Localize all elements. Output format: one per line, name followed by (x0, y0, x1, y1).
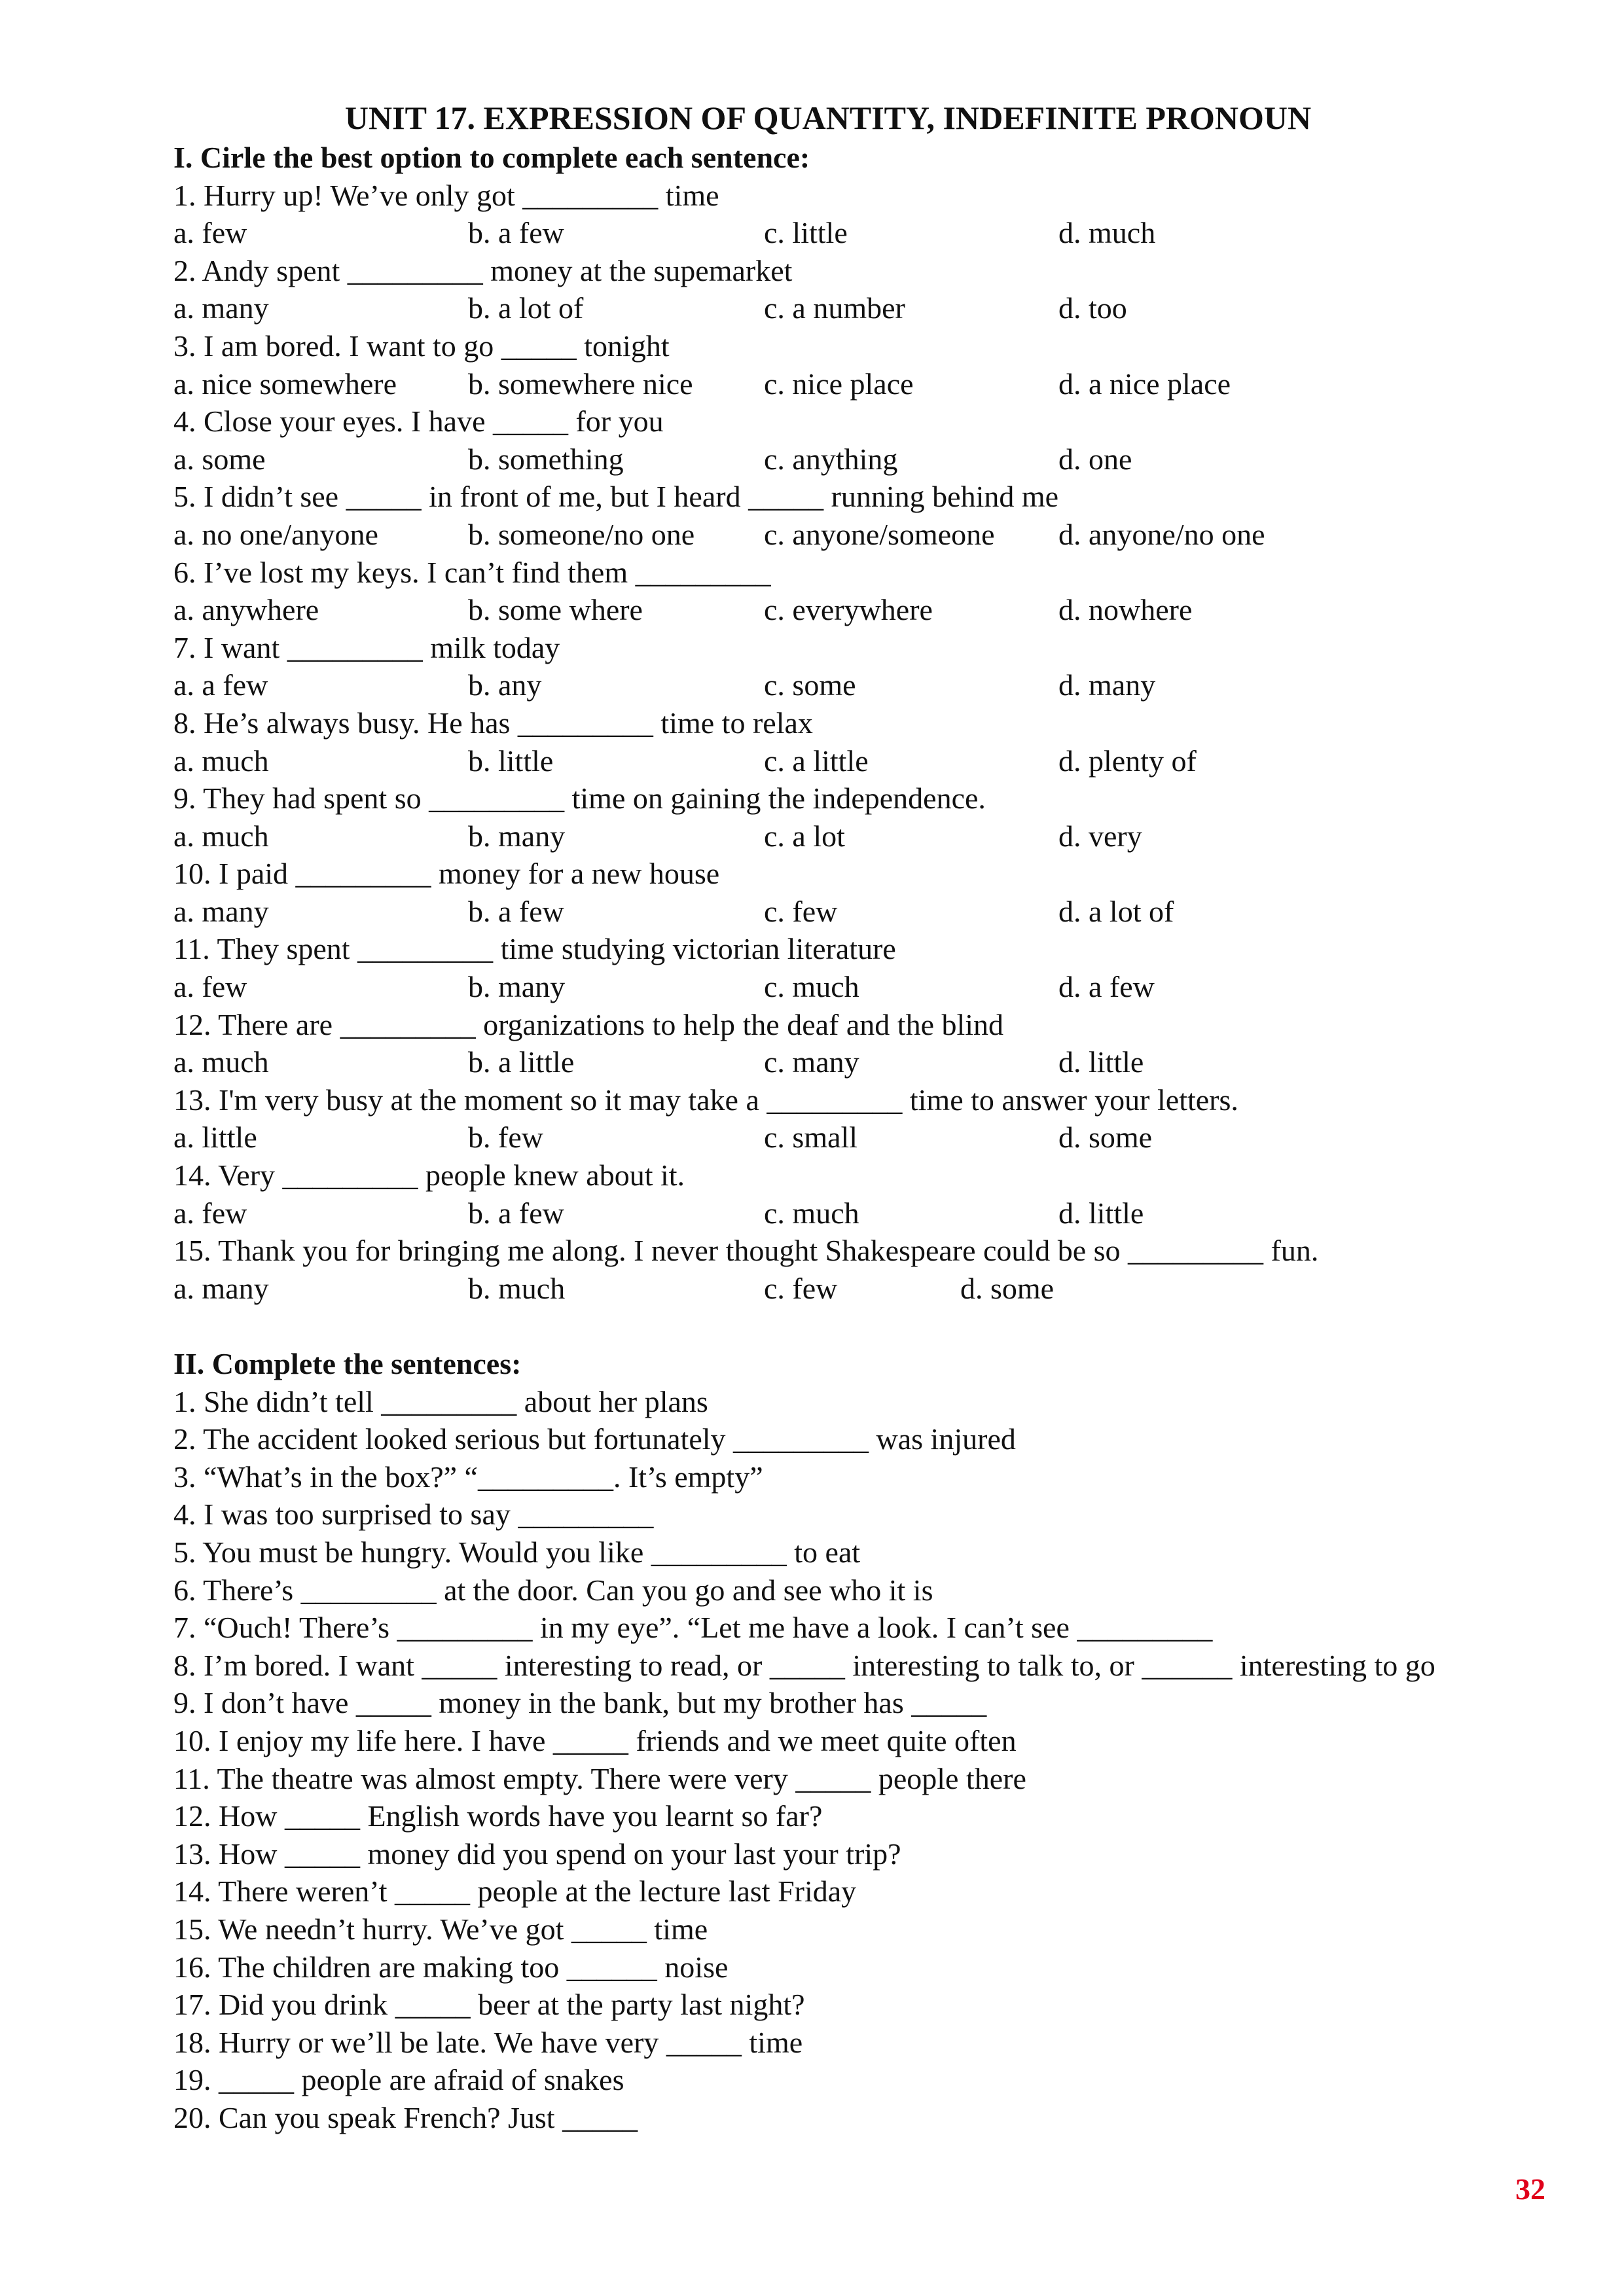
option-d[interactable]: d. plenty of (1058, 744, 1197, 778)
answer-options (173, 516, 1587, 554)
option-c[interactable]: c. few (764, 1271, 838, 1305)
option-a[interactable]: a. few (173, 970, 247, 1004)
option-a[interactable]: a. no one/anyone (173, 517, 378, 551)
question-text: 10. I paid _________ money for a new house (173, 857, 720, 891)
section-1-heading: I. Cirle the best option to complete each sentence: (173, 141, 810, 174)
answer-options (173, 1270, 1587, 1308)
question-text: 11. They spent _________ time studying victorian literature (173, 932, 896, 966)
sentence: 7. “Ouch! There’s _________ in my eye”. “Let me have a look. I can’t see _________ (173, 1611, 1213, 1645)
question-text: 15. Thank you for bringing me along. I never thought Shakespeare could be so _________ fun. (173, 1234, 1319, 1268)
question-text: 4. Close your eyes. I have _____ for you (173, 404, 664, 439)
option-a[interactable]: a. much (173, 819, 269, 853)
answer-options (173, 893, 1587, 931)
page-title: UNIT 17. EXPRESSION OF QUANTITY, INDEFINITE PRONOUN (344, 99, 1312, 136)
option-d[interactable]: d. one (1058, 442, 1132, 476)
option-d[interactable]: d. little (1058, 1045, 1144, 1079)
option-d[interactable]: d. a nice place (1058, 367, 1231, 401)
option-b[interactable]: b. a lot of (468, 291, 584, 325)
sentence: 10. I enjoy my life here. I have _____ friends and we meet quite often (173, 1723, 1017, 1757)
option-d[interactable]: d. a few (1058, 970, 1155, 1004)
worksheet-page (173, 97, 1587, 2136)
answer-options (173, 289, 1587, 327)
option-b[interactable]: b. some where (468, 593, 643, 627)
question-text: 6. I’ve lost my keys. I can’t find them _________ (173, 555, 771, 589)
sentence: 20. Can you speak French? Just _____ (173, 2100, 638, 2134)
sentence: 11. The theatre was almost empty. There were very _____ people there (173, 1761, 1026, 1795)
sentence: 17. Did you drink _____ beer at the party last night? (173, 1988, 805, 2022)
section-spacer (173, 1307, 1587, 1345)
sentence: 6. There’s _________ at the door. Can you go and see who it is (173, 1573, 933, 1607)
answer-options (173, 742, 1587, 780)
answer-options (173, 591, 1587, 629)
answer-options (173, 666, 1587, 704)
answer-options (173, 440, 1587, 478)
option-b[interactable]: b. much (468, 1271, 566, 1305)
option-b[interactable]: b. a little (468, 1045, 575, 1079)
option-d[interactable]: d. a lot of (1058, 894, 1174, 928)
option-a[interactable]: a. few (173, 216, 247, 250)
option-b[interactable]: b. little (468, 744, 554, 778)
sentence: 18. Hurry or we’ll be late. We have very _____ time (173, 2025, 803, 2059)
option-a[interactable]: a. few (173, 1196, 247, 1230)
option-a[interactable]: a. anywhere (173, 593, 319, 627)
sentence: 9. I don’t have _____ money in the bank, but my brother has _____ (173, 1686, 987, 1720)
option-c[interactable]: c. anyone/someone (764, 517, 995, 551)
section-1-questions (173, 177, 1587, 1308)
option-b[interactable]: b. a few (468, 216, 564, 250)
question-text: 5. I didn’t see _____ in front of me, but I heard _____ running behind me (173, 480, 1059, 514)
section-2-sentences (173, 1383, 1587, 2137)
option-c[interactable]: c. much (764, 1196, 859, 1230)
question-text: 2. Andy spent _________ money at the supemarket (173, 253, 793, 287)
option-d[interactable]: d. many (1058, 668, 1156, 702)
page-number: 32 (1515, 2172, 1545, 2206)
option-d[interactable]: d. too (1058, 291, 1127, 325)
option-a[interactable]: a. many (173, 291, 269, 325)
question-text: 7. I want _________ milk today (173, 630, 560, 664)
sentence: 4. I was too surprised to say _________ (173, 1498, 654, 1532)
option-c[interactable]: c. little (764, 216, 848, 250)
option-c[interactable]: c. a little (764, 744, 869, 778)
option-b[interactable]: b. something (468, 442, 624, 476)
question-text: 1. Hurry up! We’ve only got _________ time (173, 178, 719, 212)
option-b[interactable]: b. somewhere nice (468, 367, 693, 401)
sentence: 5. You must be hungry. Would you like _________ to eat (173, 1535, 861, 1569)
option-c[interactable]: c. everywhere (764, 593, 933, 627)
option-a[interactable]: a. a few (173, 668, 268, 702)
answer-options (173, 1043, 1587, 1081)
option-b[interactable]: b. few (468, 1121, 543, 1155)
option-c[interactable]: c. few (764, 894, 838, 928)
option-c[interactable]: c. a number (764, 291, 905, 325)
question-text: 8. He’s always busy. He has _________ time to relax (173, 706, 813, 740)
option-d[interactable]: d. very (1058, 819, 1142, 853)
question-text: 3. I am bored. I want to go _____ tonight (173, 329, 670, 363)
option-c[interactable]: c. nice place (764, 367, 914, 401)
answer-options (173, 968, 1587, 1006)
answer-options (173, 817, 1587, 855)
question-text: 12. There are _________ organizations to help the deaf and the blind (173, 1007, 1004, 1041)
option-a[interactable]: a. many (173, 1271, 269, 1305)
option-a[interactable]: a. some (173, 442, 266, 476)
option-b[interactable]: b. many (468, 970, 566, 1004)
option-a[interactable]: a. nice somewhere (173, 367, 397, 401)
sentence: 8. I’m bored. I want _____ interesting to read, or _____ interesting to talk to, or ______ interesting to go (173, 1648, 1435, 1682)
answer-options (173, 214, 1587, 252)
option-c[interactable]: c. a lot (764, 819, 845, 853)
option-b[interactable]: b. a few (468, 1196, 564, 1230)
sentence: 3. “What’s in the box?” “_________. It’s empty” (173, 1460, 763, 1494)
answer-options (173, 1194, 1587, 1232)
option-d[interactable]: d. some (960, 1271, 1055, 1305)
sentence: 13. How _____ money did you spend on your last your trip? (173, 1837, 901, 1871)
option-d[interactable]: d. nowhere (1058, 593, 1193, 627)
option-c[interactable]: c. some (764, 668, 856, 702)
question-text: 13. I'm very busy at the moment so it may take a _________ time to answer your letters. (173, 1083, 1238, 1117)
answer-options (173, 365, 1587, 403)
option-d[interactable]: d. anyone/no one (1058, 517, 1265, 551)
sentence: 16. The children are making too ______ noise (173, 1950, 729, 1984)
option-b[interactable]: b. many (468, 819, 566, 853)
sentence: 1. She didn’t tell _________ about her plans (173, 1384, 708, 1418)
option-c[interactable]: c. much (764, 970, 859, 1004)
option-a[interactable]: a. many (173, 894, 269, 928)
option-a[interactable]: a. much (173, 744, 269, 778)
sentence: 15. We needn’t hurry. We’ve got _____ time (173, 1912, 708, 1946)
option-c[interactable]: c. many (764, 1045, 859, 1079)
section-2-heading: II. Complete the sentences: (173, 1347, 522, 1380)
option-c[interactable]: c. anything (764, 442, 898, 476)
option-c[interactable]: c. small (764, 1121, 858, 1155)
option-a[interactable]: a. much (173, 1045, 269, 1079)
option-b[interactable]: b. someone/no one (468, 517, 695, 551)
option-d[interactable]: d. some (1058, 1121, 1153, 1155)
sentence: 19. _____ people are afraid of snakes (173, 2063, 624, 2097)
option-d[interactable]: d. little (1058, 1196, 1144, 1230)
answer-options (173, 1119, 1587, 1157)
option-a[interactable]: a. little (173, 1121, 257, 1155)
option-b[interactable]: b. any (468, 668, 542, 702)
question-text: 14. Very _________ people knew about it. (173, 1158, 685, 1193)
question-text: 9. They had spent so _________ time on gaining the independence. (173, 781, 986, 816)
option-d[interactable]: d. much (1058, 216, 1156, 250)
sentence: 14. There weren’t _____ people at the lecture last Friday (173, 1874, 857, 1909)
sentence: 12. How _____ English words have you learnt so far? (173, 1799, 823, 1833)
sentence: 2. The accident looked serious but fortunately _________ was injured (173, 1422, 1016, 1456)
option-b[interactable]: b. a few (468, 894, 564, 928)
